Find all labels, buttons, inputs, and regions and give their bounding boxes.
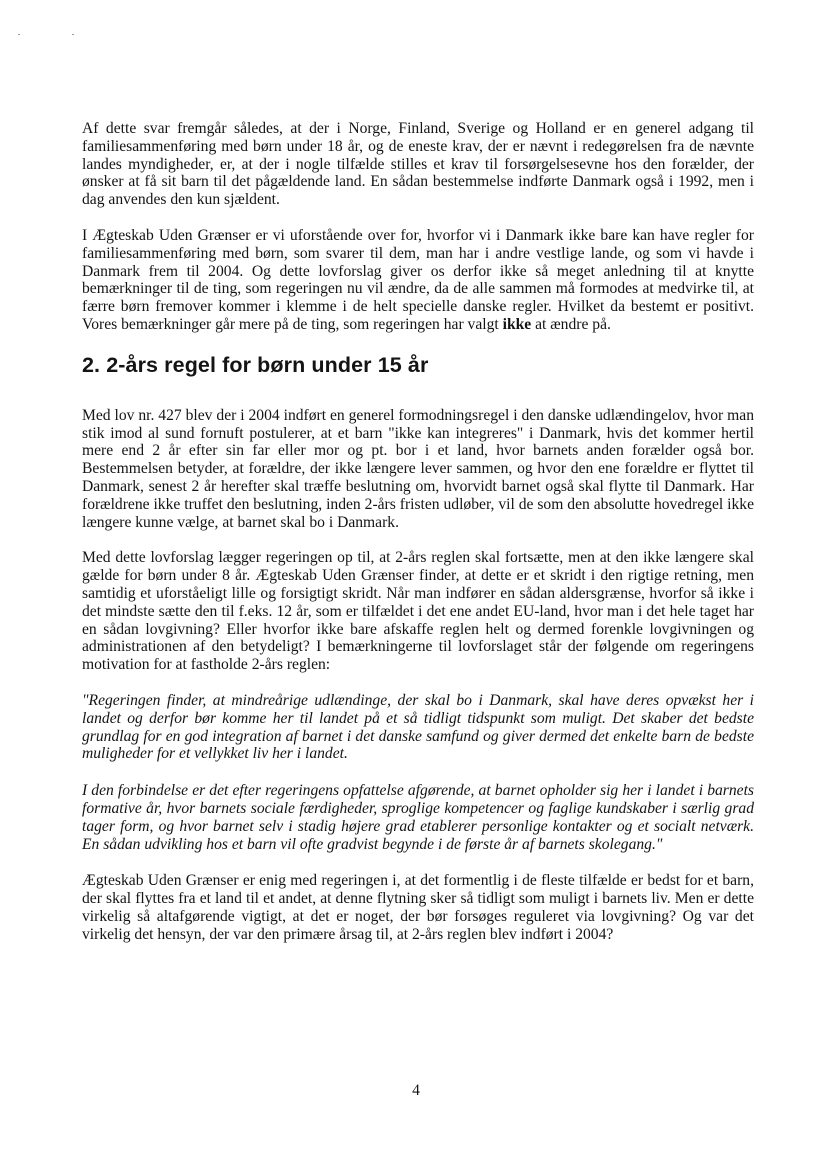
paragraph-bill-proposal: Med dette lovforslag lægger regeringen op til, at 2-års reglen skal fortsætte, men at den ikke længere skal gælde for børn under 8 år. Ægteskab Uden Grænser finder, at dette er et skridt i den rigtige retning, men samtidig et uforståeligt lille og forsigtigt skridt. Når man indfører en sådan aldersgrænse, hvorfor så ikke i det mindste sætte den til f.eks. 12 år, som er tilfældet i det ene andet EU-land, hvor man i det hele taget har en sådan lovgivning? Eller hvorfor ikke bare afskaffe reglen helt og dermed forenkle lovgivningen og administrationen af den betydeligt? I bemærkningerne til lovforslaget står der følgende om regeringens motivation for at fastholde 2-års reglen: bbox=[82, 549, 754, 674]
paragraph-organisation-position bbox=[82, 227, 754, 334]
document-body bbox=[82, 120, 754, 961]
quote-government-2: I den forbindelse er det efter regeringens opfattelse afgørende, at barnet opholder sig her i landet i barnets formative år, hvor barnets sociale færdigheder, sproglige kompetencer og faglige kundskaber i særlig grad tager form, og hvor barnet selv i stadig højere grad etablerer personlige kontakter og et socialt netværk. En sådan udvikling hos et barn vil ofte gradvist begynde i de første år af barnets skolegang." bbox=[82, 782, 754, 853]
paragraph-nordic-comparison: Af dette svar fremgår således, at der i Norge, Finland, Sverige og Holland er en generel adgang til familiesammenføring med børn under 18 år, og de eneste krav, der er nævnt i redegørelsen fra de nævnte landes myndigheder, er, at der i nogle tilfælde stilles et krav til forsørgelsesevne hos den forælder, der ønsker at få sit barn til det pågældende land. En sådan bestemmelse indførte Danmark også i 1992, men i dag anvendes den kun sjældent. bbox=[82, 120, 754, 209]
paragraph-law-427: Med lov nr. 427 blev der i 2004 indført en generel formodningsregel i den danske udlændingelov, hvor man stik imod al sund fornuft postulerer, at et barn "ikke kan integreres" i Danmark, hvis det kommer hertil mere end 2 år efter sin far eller mor og pt. bor i et land, hvor barnets anden forælder også bor. Bestemmelsen betyder, at forældre, der ikke længere lever sammen, og hvor den ene forældre er flyttet til Danmark, senest 2 år herefter skal træffe beslutning om, hvorvidt barnet også skal flytte til Danmark. Har forældrene ikke truffet den beslutning, inden 2-års fristen udløber, vil de som den absolutte hovedregel ikke længere kunne vælge, at barnet skal bo i Danmark. bbox=[82, 406, 754, 531]
quote-government-1: "Regeringen finder, at mindreårige udlændinge, der skal bo i Danmark, skal have deres opvækst her i landet og derfor bør komme her til landet på et så tidligt tidspunkt som muligt. Det skaber det bedste grundlag for en god integration af barnet i det danske samfund og giver dermed det enkelte barn de bedste muligheder for et vellykket liv her i landet. bbox=[82, 691, 754, 763]
paragraph-response: Ægteskab Uden Grænser er enig med regeringen i, at det formentlig i de fleste tilfælde er bedst for et barn, der skal flyttes fra et land til et andet, at denne flytning sker så tidligt som muligt i barnets liv. Men er dette virkelig så altafgørende vigtigt, at det er noget, der bør forsøges reguleret via lovgivning? Og var det virkelig det hensyn, der var den primære årsag til, at 2-års reglen blev indført i 2004? bbox=[82, 872, 754, 943]
paragraph-text: at ændre på. bbox=[531, 315, 611, 333]
scan-speck bbox=[18, 34, 20, 35]
page-number: 4 bbox=[412, 1082, 420, 1099]
section-heading: 2. 2-års regel for børn under 15 år bbox=[82, 352, 429, 377]
paragraph-text: I Ægteskab Uden Grænser er vi uforstående over for, hvorfor vi i Danmark ikke bare kan have regler for familiesammenføring med børn, som svarer til dem, man har i andre vestlige lande, og som vi havde i Danmark frem til 2004. Og dette lovforslag giver os derfor ikke så meget anledning til at knytte bemærkninger til de ting, som regeringen nu vil ændre, da de alle sammen må formodes at medvirke til, at færre børn fremover kommer i klemme i de helt specielle danske regler. Hvilket da bestemt er positivt. Vores bemærkninger går mere på de ting, som regeringen har valgt bbox=[82, 226, 754, 333]
scan-speck bbox=[72, 34, 74, 35]
emphasis-ikke: ikke bbox=[502, 315, 532, 333]
